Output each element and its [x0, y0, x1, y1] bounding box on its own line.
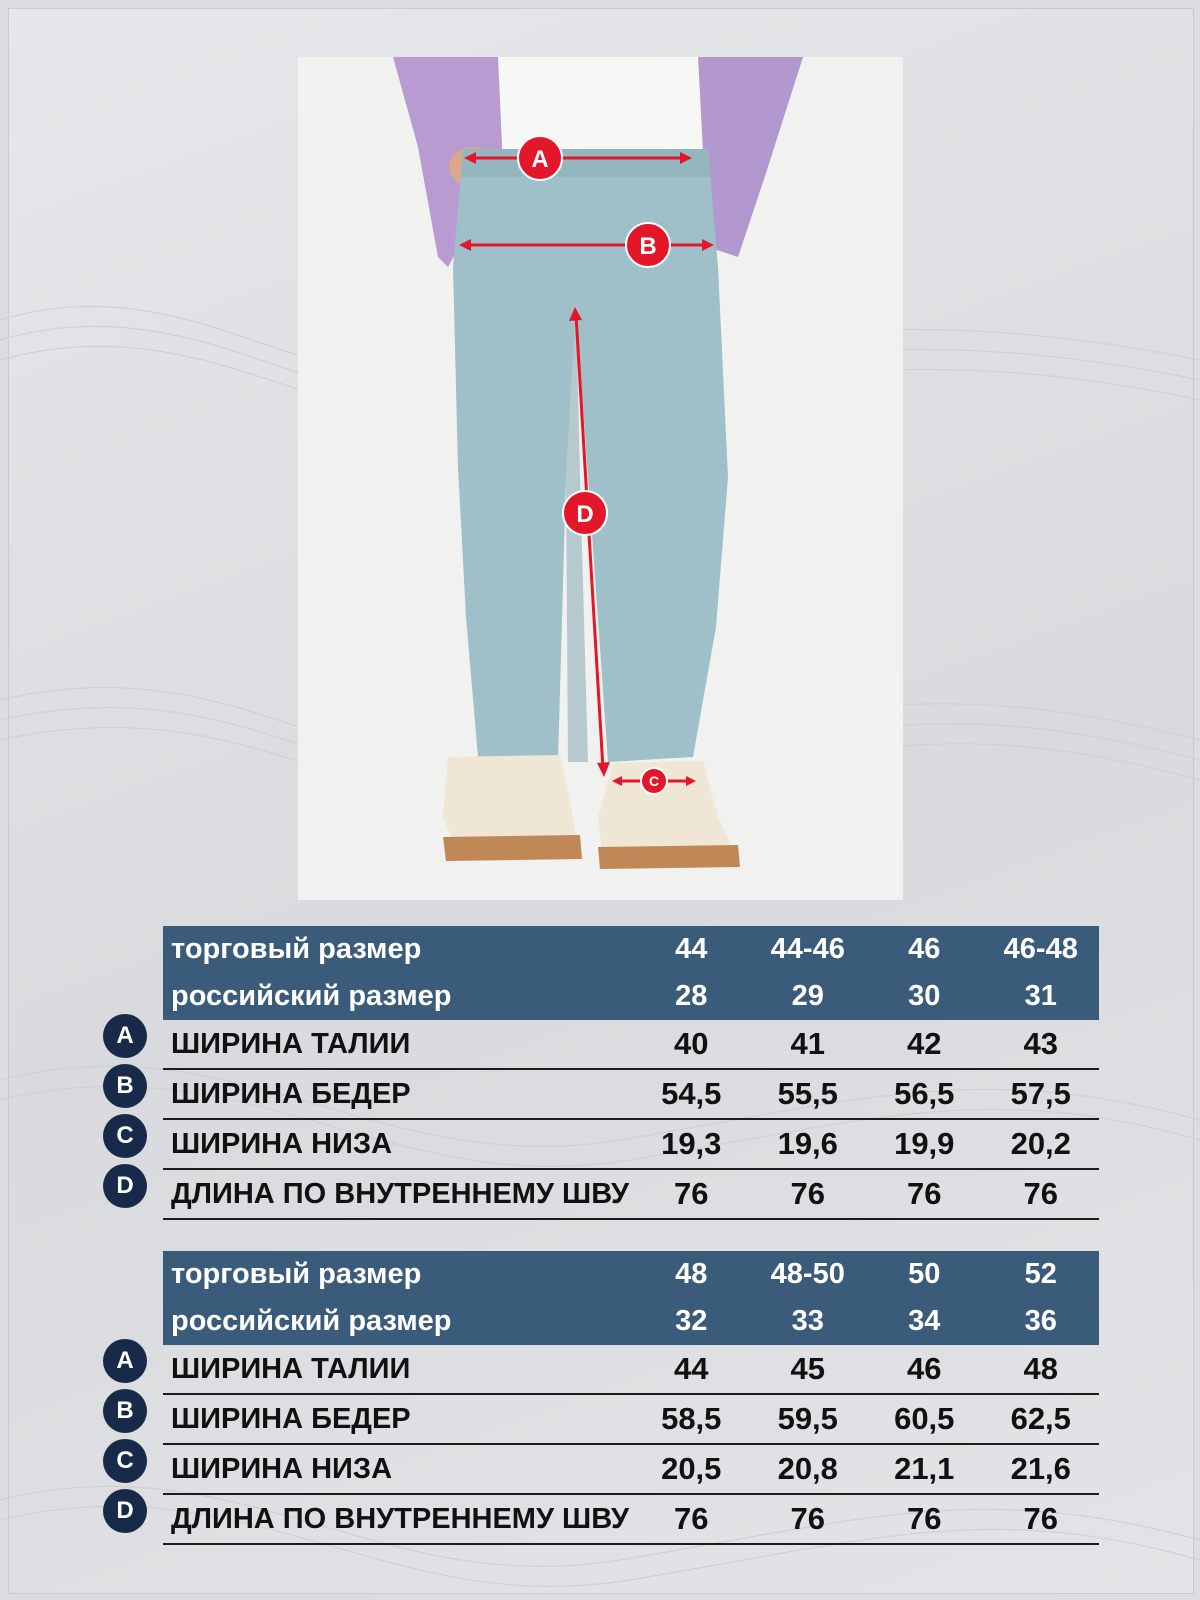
value-cell: 43	[983, 1020, 1100, 1069]
badge-d: D	[103, 1489, 147, 1533]
value-cell: 19,3	[633, 1119, 750, 1169]
trade-size-cell: 50	[866, 1251, 983, 1298]
value-cell: 76	[750, 1169, 867, 1219]
value-cell: 45	[750, 1345, 867, 1394]
trade-size-cell: 44	[633, 926, 750, 973]
russian-size-cell: 29	[750, 973, 867, 1020]
value-cell: 40	[633, 1020, 750, 1069]
value-cell: 54,5	[633, 1069, 750, 1119]
row-label: ШИРИНА ТАЛИИ	[163, 1020, 633, 1069]
value-cell: 76	[866, 1169, 983, 1219]
trade-size-label: торговый размер	[163, 1251, 633, 1298]
value-cell: 76	[983, 1494, 1100, 1544]
russian-size-row	[163, 1298, 1099, 1345]
trade-size-cell: 48-50	[750, 1251, 867, 1298]
badge-c: C	[103, 1439, 147, 1483]
row-label: ШИРИНА БЕДЕР	[163, 1069, 633, 1119]
value-cell: 21,6	[983, 1444, 1100, 1494]
value-cell: 55,5	[750, 1069, 867, 1119]
value-cell: 58,5	[633, 1394, 750, 1444]
value-cell: 59,5	[750, 1394, 867, 1444]
row-label: ДЛИНА ПО ВНУТРЕННЕМУ ШВУ	[163, 1169, 633, 1219]
row-label: ШИРИНА НИЗА	[163, 1444, 633, 1494]
table-row-hips	[163, 1394, 1099, 1444]
row-label: ДЛИНА ПО ВНУТРЕННЕМУ ШВУ	[163, 1494, 633, 1544]
value-cell: 62,5	[983, 1394, 1100, 1444]
table-row-leg-opening	[163, 1444, 1099, 1494]
trade-size-row	[163, 1251, 1099, 1298]
russian-size-row	[163, 973, 1099, 1020]
trade-size-cell: 46	[866, 926, 983, 973]
marker-d-label: D	[576, 501, 594, 528]
russian-size-label: российский размер	[163, 1298, 633, 1345]
value-cell: 60,5	[866, 1394, 983, 1444]
marker-a-label: A	[531, 146, 549, 173]
marker-b-label: B	[639, 233, 657, 260]
table-row-inseam	[163, 1169, 1099, 1219]
value-cell: 76	[633, 1169, 750, 1219]
jeans-illustration	[298, 57, 903, 900]
value-cell: 19,6	[750, 1119, 867, 1169]
value-cell: 76	[983, 1169, 1100, 1219]
russian-size-cell: 34	[866, 1298, 983, 1345]
russian-size-cell: 30	[866, 973, 983, 1020]
russian-size-cell: 32	[633, 1298, 750, 1345]
row-label: ШИРИНА ТАЛИИ	[163, 1345, 633, 1394]
badge-a: A	[103, 1339, 147, 1383]
size-table-1	[163, 926, 1099, 1220]
value-cell: 20,5	[633, 1444, 750, 1494]
value-cell: 41	[750, 1020, 867, 1069]
value-cell: 21,1	[866, 1444, 983, 1494]
table-row-leg-opening	[163, 1119, 1099, 1169]
trade-size-row	[163, 926, 1099, 973]
trade-size-label: торговый размер	[163, 926, 633, 973]
value-cell: 20,2	[983, 1119, 1100, 1169]
value-cell: 76	[750, 1494, 867, 1544]
russian-size-cell: 33	[750, 1298, 867, 1345]
value-cell: 76	[866, 1494, 983, 1544]
marker-c-label: C	[648, 773, 660, 789]
table-row-waist	[163, 1020, 1099, 1069]
table-row-inseam	[163, 1494, 1099, 1544]
badge-a: A	[103, 1014, 147, 1058]
trade-size-cell: 46-48	[983, 926, 1100, 973]
value-cell: 56,5	[866, 1069, 983, 1119]
russian-size-label: российский размер	[163, 973, 633, 1020]
row-label: ШИРИНА БЕДЕР	[163, 1394, 633, 1444]
value-cell: 48	[983, 1345, 1100, 1394]
table-row-hips	[163, 1069, 1099, 1119]
russian-size-cell: 36	[983, 1298, 1100, 1345]
value-cell: 20,8	[750, 1444, 867, 1494]
value-cell: 42	[866, 1020, 983, 1069]
trade-size-cell: 44-46	[750, 926, 867, 973]
value-cell: 44	[633, 1345, 750, 1394]
russian-size-cell: 28	[633, 973, 750, 1020]
badge-c: C	[103, 1114, 147, 1158]
badge-d: D	[103, 1164, 147, 1208]
value-cell: 57,5	[983, 1069, 1100, 1119]
product-photo	[298, 57, 903, 900]
size-table-2	[163, 1251, 1099, 1545]
table-row-waist	[163, 1345, 1099, 1394]
row-label: ШИРИНА НИЗА	[163, 1119, 633, 1169]
value-cell: 19,9	[866, 1119, 983, 1169]
russian-size-cell: 31	[983, 973, 1100, 1020]
trade-size-cell: 48	[633, 1251, 750, 1298]
value-cell: 76	[633, 1494, 750, 1544]
badge-b: B	[103, 1389, 147, 1433]
badge-b: B	[103, 1064, 147, 1108]
value-cell: 46	[866, 1345, 983, 1394]
trade-size-cell: 52	[983, 1251, 1100, 1298]
